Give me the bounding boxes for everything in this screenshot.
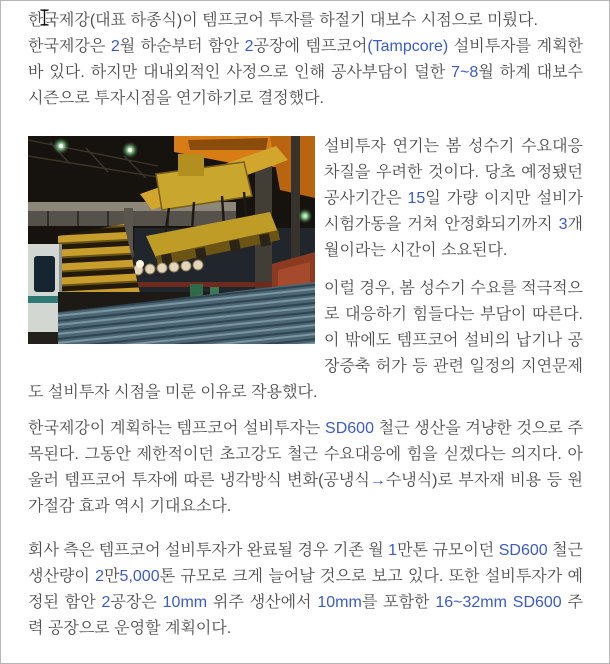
body-text: 를 포함한 — [361, 594, 436, 611]
highlighted-text: 10mm — [317, 594, 362, 611]
body-text: 일 가량 이지만 설비가 시험가동을 거쳐 안정화되기까지 — [324, 190, 583, 233]
body-text: 개월이라는 시간이 소요된다. — [324, 216, 583, 259]
highlighted-text: 5,000 — [119, 568, 160, 585]
body-text: 월 하계 대보수 시즌으로 투자시점을 연기하기로 결정했다. — [28, 64, 583, 107]
body-text: 공장은 — [110, 594, 163, 611]
body-text: 공장에 템프코어 — [253, 38, 368, 55]
body-text: 톤 규모로 크게 늘어날 것으로 보고 있다. 또한 설비투자가 예정된 함안 — [28, 568, 583, 611]
highlighted-text: 10mm — [162, 594, 208, 611]
body-text: 한국제강은 — [28, 38, 111, 55]
paragraph-2 — [28, 34, 583, 112]
highlighted-text: 16~32mm — [435, 594, 507, 611]
highlighted-text: SD600 — [512, 594, 562, 611]
body-text: 위주 생산에서 — [207, 594, 318, 611]
highlighted-text: 1 — [388, 542, 398, 559]
highlighted-text: (Tampcore) — [367, 38, 449, 55]
body-text: 한국제강이 계획하는 템프코어 설비투자는 — [28, 420, 326, 437]
body-text: 철근 생산량이 — [28, 542, 584, 585]
lead-paragraph — [28, 8, 583, 34]
body-text: 설비투자를 계획한 바 있다. 하지만 대내외적인 사정으로 인해 공사부담이 덜한 — [28, 38, 583, 81]
body-text: 설비투자 연기는 봄 성수기 수요대응 차질을 우려한 것이다. 당초 예정됐던 공사기간은 — [324, 138, 583, 207]
highlighted-text: 7~8 — [451, 64, 479, 81]
highlighted-text: 2 — [110, 38, 120, 55]
highlighted-text: SD600 — [498, 542, 548, 559]
paragraph-5 — [28, 416, 583, 520]
body-text: 만톤 규모이던 — [397, 542, 499, 559]
highlighted-text: → — [369, 472, 386, 489]
body-text: 월 하순부터 함안 — [119, 38, 245, 55]
body-text: 철근 생산을 겨냥한 것으로 주목된다. 그동안 제한적이던 초고강도 철근 수요대응에 힘을 싣겠다는 의지다. 아울러 템프코어 투자에 따른 냉각방식 변화(공냉식 — [28, 420, 583, 489]
article-photo — [28, 136, 315, 344]
body-text: 한국제강(대표 하종식)이 템프코어 투자를 하절기 대보수 시점으로 미뤘다. — [28, 12, 538, 29]
body-text: 만 — [104, 568, 120, 585]
highlighted-text: SD600 — [325, 420, 374, 437]
highlighted-text: 2 — [95, 568, 105, 585]
highlighted-text: 15 — [407, 190, 426, 207]
body-text: 주력 공장으로 운영할 계획이다. — [28, 594, 583, 637]
highlighted-text: 3 — [558, 216, 568, 233]
body-text: 수냉식)로 부자재 비용 등 원가절감 효과 역시 기대요소다. — [28, 472, 583, 515]
highlighted-text: 2 — [244, 38, 254, 55]
highlighted-text: 2 — [101, 594, 111, 611]
body-text: 회사 측은 템프코어 설비투자가 완료될 경우 기존 월 — [28, 542, 389, 559]
steel-mill-photo-graphic — [28, 136, 315, 344]
paragraph-6 — [28, 538, 583, 642]
body-text: 이럴 경우, 봄 성수기 수요를 적극적으로 대응하기 힘들다는 부담이 따른다. 이 밖에도 템프코어 설비의 납기나 공장증축 허가 등 관련 일정의 지연문제도 설비투자 시점을 미룬 이유로 작용했다. — [28, 280, 583, 401]
